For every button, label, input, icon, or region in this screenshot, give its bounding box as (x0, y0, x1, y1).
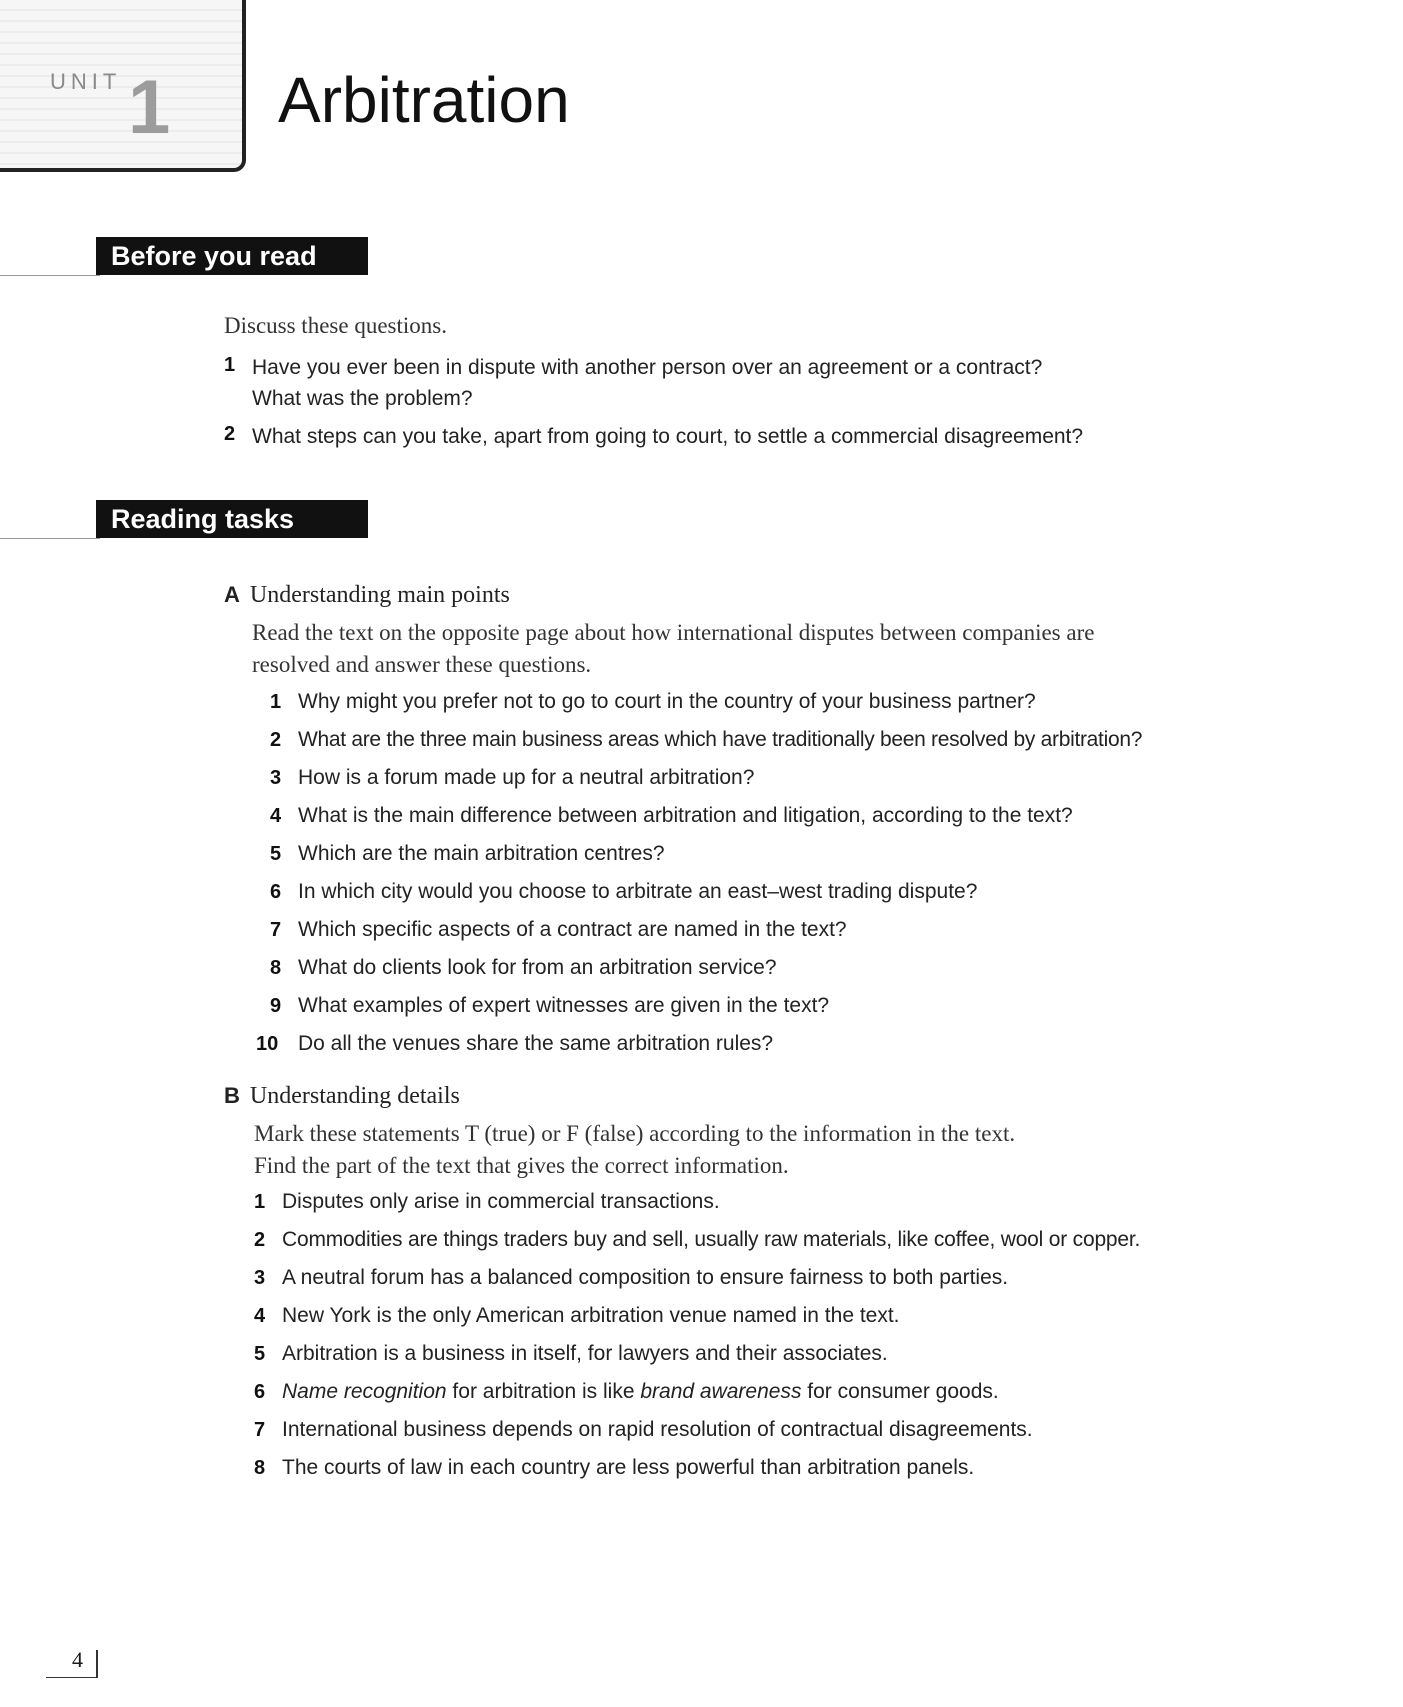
list-item (254, 1228, 1384, 1266)
question-text: What steps can you take, apart from going to court, to settle a commercial disagreement? (252, 425, 1084, 448)
question-text: What examples of expert witnesses are given in the text? (298, 994, 830, 1017)
list-item (262, 994, 1362, 1032)
question-text: In which city would you choose to arbitrate an east–west trading dispute? (298, 880, 978, 903)
instruction-line: Find the part of the text that gives the correct information. (254, 1153, 789, 1178)
section-a-heading (224, 582, 510, 609)
section-rule (0, 275, 100, 276)
section-a-questions (256, 690, 1362, 1070)
instruction-line: Mark these statements T (true) or F (false) according to the information in the text. (254, 1121, 1016, 1146)
question-number: 6 (270, 881, 282, 903)
question-number: 1 (270, 691, 282, 713)
question-number: 1 (224, 354, 236, 376)
statement-text: International business depends on rapid resolution of contractual disagreements. (282, 1418, 1033, 1441)
list-item (254, 1342, 1384, 1380)
intro-text: Discuss these questions. (224, 313, 447, 338)
question-text: How is a forum made up for a neutral arbitration? (298, 766, 755, 789)
list-item (254, 1190, 1384, 1228)
statement-number: 7 (254, 1419, 266, 1441)
question-number: 5 (270, 843, 282, 865)
question-text: What are the three main business areas which have traditionally been resolved by arbitration? (298, 728, 1143, 751)
question-text: What is the main difference between arbitration and litigation, according to the text? (298, 804, 1073, 827)
question-number: 10 (256, 1033, 279, 1055)
list-item (262, 842, 1362, 880)
section-rule (0, 538, 100, 539)
statement-text: New York is the only American arbitration venue named in the text. (282, 1304, 900, 1327)
statement-text: The courts of law in each country are less powerful than arbitration panels. (282, 1456, 975, 1479)
page-title: Arbitration (278, 64, 570, 136)
section-title: Understanding main points (249, 582, 510, 608)
list-item (262, 880, 1362, 918)
list-item (262, 766, 1362, 804)
statement-text: A neutral forum has a balanced composition to ensure fairness to both parties. (282, 1266, 1009, 1289)
instruction-line: Read the text on the opposite page about how international disputes between companies are (252, 620, 1095, 645)
section-b-heading (224, 1083, 460, 1110)
statement-text: Commodities are things traders buy and sell, usually raw materials, like coffee, wool or copper. (282, 1228, 1141, 1251)
unit-tab (0, 0, 246, 172)
page-number-bracket (96, 1650, 98, 1678)
list-item (254, 1266, 1384, 1304)
page-number: 4 (72, 1647, 83, 1672)
statement-number: 6 (254, 1381, 266, 1403)
statement-number: 4 (254, 1305, 266, 1327)
instruction-line: resolved and answer these questions. (252, 652, 592, 677)
list-item (262, 690, 1362, 728)
list-item (254, 1456, 1384, 1494)
question-text: Which are the main arbitration centres? (298, 842, 665, 865)
statement-number: 8 (254, 1457, 266, 1479)
section-b-statements (254, 1190, 1384, 1494)
reading-tasks-heading: Reading tasks (96, 500, 368, 538)
before-you-read-heading: Before you read (96, 237, 368, 275)
question-text: Why might you prefer not to go to court in the country of your business partner? (298, 690, 1036, 713)
list-item (256, 1032, 1362, 1070)
question-number: 9 (270, 995, 282, 1017)
list-item (262, 728, 1362, 766)
question-text: What do clients look for from an arbitration service? (298, 956, 777, 979)
unit-label: UNIT (50, 69, 122, 94)
list-item (262, 804, 1362, 842)
unit-number: 1 (128, 65, 171, 150)
statement-fragment: for consumer goods. (801, 1380, 999, 1403)
list-item (254, 1304, 1384, 1342)
statement-number: 1 (254, 1191, 266, 1213)
statement-text: Arbitration is a business in itself, for lawyers and their associates. (282, 1342, 888, 1365)
page-number-rule (46, 1677, 96, 1678)
section-title: Understanding details (249, 1083, 460, 1109)
section-letter: B (224, 1083, 240, 1108)
list-item (262, 918, 1362, 956)
question-number: 8 (270, 957, 282, 979)
statement-number: 5 (254, 1343, 266, 1365)
italic-term: Name recognition (282, 1380, 447, 1403)
italic-term: brand awareness (640, 1380, 802, 1403)
section-letter: A (224, 582, 240, 607)
statement-number: 2 (254, 1229, 266, 1251)
question-number: 7 (270, 919, 282, 941)
list-item (254, 1418, 1384, 1456)
statement-text: Disputes only arise in commercial transactions. (282, 1190, 720, 1213)
question-number: 2 (224, 423, 236, 445)
question-number: 2 (270, 729, 282, 751)
statement-number: 3 (254, 1267, 266, 1289)
list-item (254, 1380, 1384, 1418)
question-text: Do all the venues share the same arbitration rules? (298, 1032, 774, 1055)
question-text: Have you ever been in dispute with another person over an agreement or a contract? (252, 356, 1043, 379)
statement-text (282, 1380, 999, 1404)
question-text: What was the problem? (252, 387, 473, 410)
statement-fragment: for arbitration is like (446, 1380, 641, 1403)
question-number: 3 (270, 767, 282, 789)
list-item (262, 956, 1362, 994)
section-b-instructions (254, 1118, 1354, 1182)
question-number: 4 (270, 805, 282, 827)
section-a-instructions (252, 617, 1352, 681)
question-text: Which specific aspects of a contract are named in the text? (298, 918, 847, 941)
